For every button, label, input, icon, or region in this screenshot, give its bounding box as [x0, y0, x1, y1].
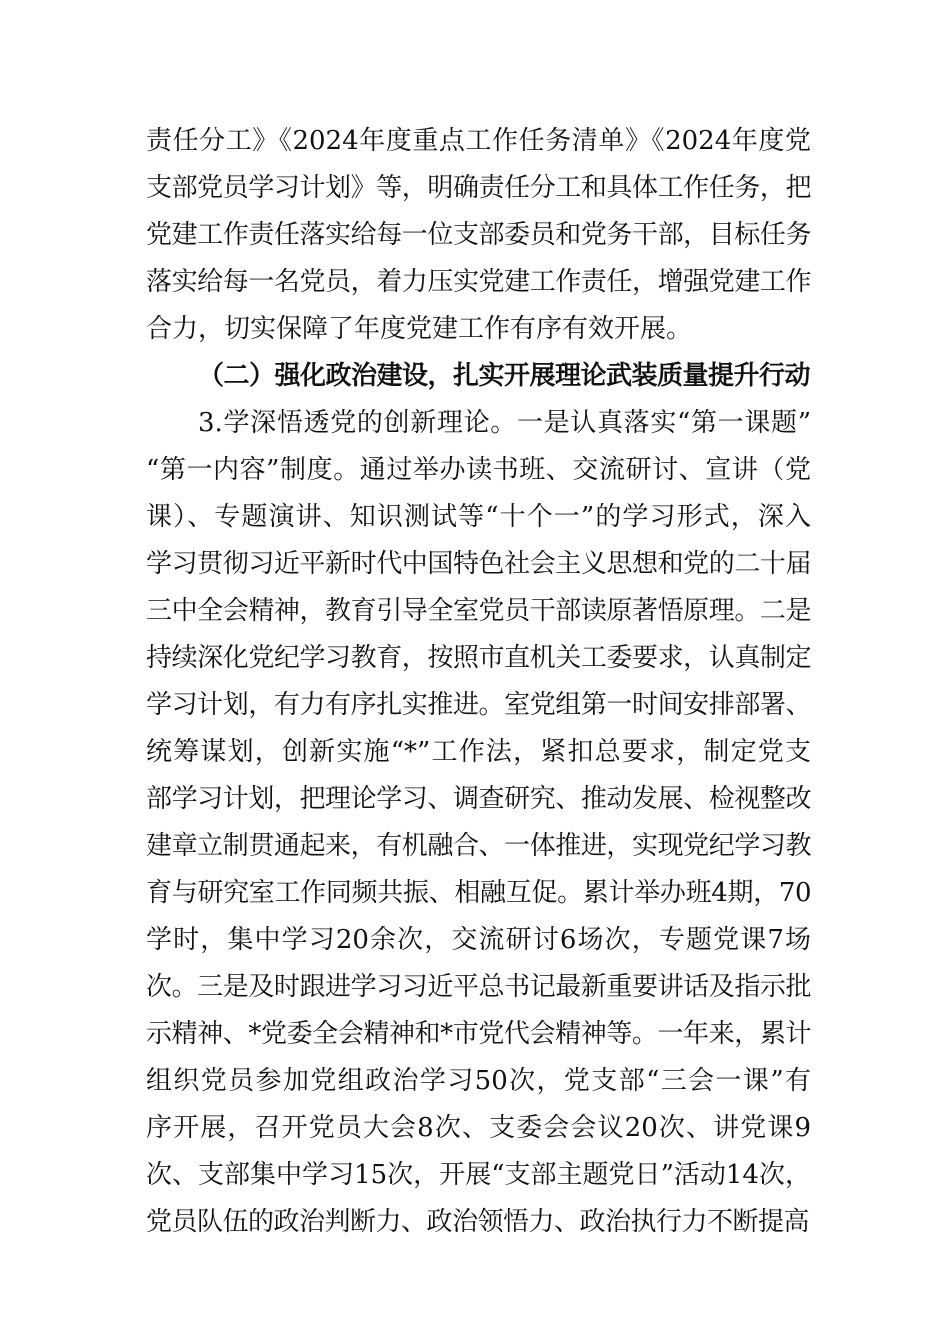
text-line: 育与研究室工作同频共振、相融互促。累计举办班4期，70 — [146, 878, 811, 908]
document-body — [146, 118, 811, 1246]
text-line: 党员队伍的政治判断力、政治领悟力、政治执行力不断提高 — [146, 1207, 810, 1237]
text-line: 合力，切实保障了年度党建工作有序有效开展。 — [146, 314, 693, 344]
text-line: 学习计划，有力有序扎实推进。室党组第一时间安排部署、 — [146, 690, 811, 720]
text-line: 示精神、*党委全会精神和*市党代会精神等。一年来，累计 — [146, 1019, 811, 1049]
text-line: 次。三是及时跟进学习习近平总书记最新重要讲话及指示批 — [146, 972, 811, 1002]
text-line: 党建工作责任落实给每一位支部委员和党务干部，目标任务 — [146, 220, 811, 250]
section-heading: （二）强化政治建设，扎实开展理论武装质量提升行动 — [198, 361, 811, 391]
text-line: 组织党员参加党组政治学习50次，党支部“三会一课”有 — [146, 1066, 811, 1096]
text-line: 学习贯彻习近平新时代中国特色社会主义思想和党的二十届 — [146, 549, 811, 579]
text-line: 落实给每一名党员，着力压实党建工作责任，增强党建工作 — [146, 267, 811, 297]
text-line: “第一内容”制度。通过举办读书班、交流研讨、宣讲（党 — [146, 455, 811, 485]
text-line: 次、支部集中学习15次，开展“支部主题党日”活动14次， — [146, 1160, 811, 1190]
text-line: 三中全会精神，教育引导全室党员干部读原著悟原理。二是 — [146, 596, 811, 626]
text-line: 建章立制贯通起来，有机融合、一体推进，实现党纪学习教 — [146, 831, 811, 861]
text-line: 部学习计划，把理论学习、调查研究、推动发展、检视整改 — [146, 784, 811, 814]
text-line: 持续深化党纪学习教育，按照市直机关工委要求，认真制定 — [146, 643, 811, 673]
text-line: 学时，集中学习20余次，交流研讨6场次，专题党课7场 — [146, 925, 811, 955]
text-line: 支部党员学习计划》等，明确责任分工和具体工作任务，把 — [146, 173, 811, 203]
text-line: 责任分工》《2024年度重点工作任务清单》《2024年度党 — [146, 126, 811, 156]
text-line: 3.学深悟透党的创新理论。一是认真落实“第一课题” — [198, 408, 811, 438]
text-line: 序开展，召开党员大会8次、支委会会议20次、讲党课9 — [146, 1113, 811, 1143]
text-line: 课）、专题演讲、知识测试等“十个一”的学习形式，深入 — [146, 502, 811, 532]
text-line: 统筹谋划，创新实施“*”工作法，紧扣总要求，制定党支 — [146, 737, 811, 767]
